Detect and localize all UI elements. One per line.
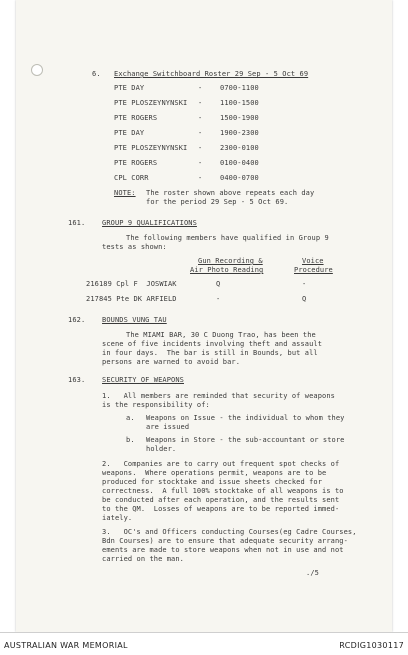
list-item-line: Weapons on Issue - the individual to whom they bbox=[146, 414, 345, 422]
paragraph-line: persons are warned to avoid bar. bbox=[102, 358, 241, 366]
paragraph-line: be conducted after each operation, and the results sent bbox=[102, 496, 340, 504]
paragraph-line: is the responsibility of: bbox=[102, 401, 210, 409]
section-163-title: SECURITY OF WEAPONS bbox=[102, 376, 184, 384]
column-header: Procedure bbox=[294, 266, 333, 274]
section-6-number: 6. bbox=[92, 70, 101, 78]
qualification-mark: Q bbox=[302, 295, 307, 303]
roster-time: 1500-1900 bbox=[220, 114, 259, 122]
qualification-mark: Q bbox=[216, 280, 221, 288]
column-header: Air Photo Reading bbox=[190, 266, 264, 274]
footer-source: AUSTRALIAN WAR MEMORIAL bbox=[4, 641, 128, 650]
paragraph-line: produced for stocktake and issue sheets checked for bbox=[102, 478, 323, 486]
member-name: 216189 Cpl F JOSWIAK bbox=[86, 280, 177, 288]
paragraph-line: 1. All members are reminded that security of weapons bbox=[102, 392, 335, 400]
roster-time: 0400-0700 bbox=[220, 174, 259, 182]
paragraph-line: carried on the man. bbox=[102, 555, 184, 563]
paragraph-line: ements are made to store weapons when not in use and not bbox=[102, 546, 344, 554]
paragraph-line: correctness. A full 100% stocktake of all weapons is to bbox=[102, 487, 344, 495]
paragraph-line: The MIAMI BAR, 30 C Duong Trao, has been the bbox=[126, 331, 316, 339]
footer-record-id: RCDIG1030117 bbox=[339, 641, 404, 650]
paragraph-line: The following members have qualified in Group 9 bbox=[126, 234, 329, 242]
member-name: 217845 Pte DK ARFIELD bbox=[86, 295, 177, 303]
note-line: for the period 29 Sep - 5 Oct 69. bbox=[146, 198, 289, 206]
qualification-mark: - bbox=[216, 295, 221, 303]
paragraph-line: 2. Companies are to carry out frequent spot checks of bbox=[102, 460, 340, 468]
roster-dash: - bbox=[198, 144, 203, 152]
paragraph-line: in four days. The bar is still in Bounds, but all bbox=[102, 349, 318, 357]
roster-name: PTE ROGERS bbox=[114, 114, 158, 122]
paragraph-line: scene of five incidents involving theft and assault bbox=[102, 340, 323, 348]
section-6-title: Exchange Switchboard Roster 29 Sep - 5 Oct 69 bbox=[114, 70, 309, 78]
roster-dash: - bbox=[198, 114, 203, 122]
document-page bbox=[16, 0, 392, 632]
roster-dash: - bbox=[198, 129, 203, 137]
roster-name: PTE PLOSZEYNYNSKI bbox=[114, 144, 188, 152]
roster-name: PTE DAY bbox=[114, 129, 145, 137]
section-161-title: GROUP 9 QUALIFICATIONS bbox=[102, 219, 197, 227]
column-header: Voice bbox=[302, 257, 324, 265]
punch-hole bbox=[31, 64, 43, 76]
section-161-number: 161. bbox=[68, 219, 86, 227]
roster-dash: - bbox=[198, 84, 203, 92]
qualification-mark: - bbox=[302, 280, 307, 288]
roster-dash: - bbox=[198, 159, 203, 167]
paragraph-line: to the QM. Losses of weapons are to be reported immed- bbox=[102, 505, 340, 513]
list-item-line: are issued bbox=[146, 423, 190, 431]
paragraph-line: Bdn Courses) are to ensure that adequate security arrang- bbox=[102, 537, 348, 545]
roster-time: 2300-0100 bbox=[220, 144, 259, 152]
roster-name: PTE ROGERS bbox=[114, 159, 158, 167]
section-162-title: BOUNDS VUNG TAU bbox=[102, 316, 167, 324]
list-item-line: Weapons in Store - the sub-accountant or store bbox=[146, 436, 345, 444]
roster-time: 0100-0400 bbox=[220, 159, 259, 167]
roster-dash: - bbox=[198, 99, 203, 107]
roster-time: 0700-1100 bbox=[220, 84, 259, 92]
paragraph-line: tests as shown: bbox=[102, 243, 167, 251]
list-label: a. bbox=[126, 414, 135, 422]
footer-bar bbox=[0, 632, 408, 655]
roster-dash: - bbox=[198, 174, 203, 182]
note-label: NOTE: bbox=[114, 189, 136, 197]
section-163-number: 163. bbox=[68, 376, 86, 384]
note-line: The roster shown above repeats each day bbox=[146, 189, 315, 197]
roster-name: PTE PLOSZEYNYNSKI bbox=[114, 99, 188, 107]
list-label: b. bbox=[126, 436, 135, 444]
column-header: Gun Recording & bbox=[198, 257, 263, 265]
roster-time: 1900-2300 bbox=[220, 129, 259, 137]
paragraph-line: weapons. Where operations permit, weapons are to be bbox=[102, 469, 327, 477]
section-162-number: 162. bbox=[68, 316, 86, 324]
roster-name: CPL CORR bbox=[114, 174, 149, 182]
paragraph-line: iately. bbox=[102, 514, 133, 522]
list-item-line: holder. bbox=[146, 445, 177, 453]
roster-time: 1100-1500 bbox=[220, 99, 259, 107]
paragraph-line: 3. OC's and Officers conducting Courses(eg Cadre Courses, bbox=[102, 528, 357, 536]
page-continuation: ./5 bbox=[306, 569, 319, 577]
roster-name: PTE DAY bbox=[114, 84, 145, 92]
